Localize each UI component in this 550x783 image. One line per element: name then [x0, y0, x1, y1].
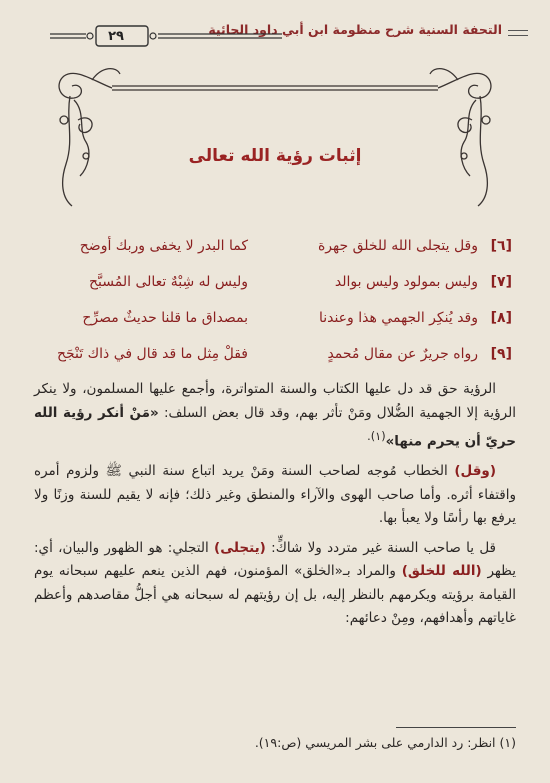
running-header — [50, 20, 528, 50]
title-frame-ornament-icon — [52, 60, 498, 210]
running-title: التحفة السنية شرح منظومة ابن أبي داود الحائية — [208, 22, 502, 37]
verse-second-hemistich: كما البدر لا يخفى وربك أوضح — [79, 238, 248, 254]
p3-text-c: والمراد بـ«الخلق» المؤمنون، فهم الذين ينعم عليهم سبحانه يوم القيامة برؤيته ويكرمهم بالنظر إليه، بل إن رؤيتهم له سبحانه هي أجلُّ مقاصدهم وأعظم غاياتهم وأهدافهم، ومِنْ دعائهم: — [34, 563, 516, 626]
p3-text-b: التجلي: هو الظهور والبيان، أي: يظهر — [34, 539, 516, 579]
verse-second-hemistich: بمصداق ما قلنا حديثٌ مصرِّح — [82, 310, 248, 326]
page-number-box — [88, 26, 144, 48]
verse-row — [38, 310, 512, 346]
commentary-body — [34, 378, 516, 637]
verse-number: [٧] — [490, 274, 512, 290]
page-number: ٢٩ — [108, 29, 124, 44]
verse-first-hemistich: وليس بمولود وليس بوالد — [334, 274, 478, 290]
poem-verses — [38, 238, 512, 382]
verse-first-hemistich: وقد يُنكِر الجهمي هذا وعندنا — [318, 310, 478, 326]
verse-second-hemistich: فقلْ مِثل ما قد قال في ذاك تَنْجَح — [56, 346, 248, 362]
verse-second-hemistich: وليس له شِبْهٌ تعالى المُسبَّح — [89, 274, 248, 290]
verse-number: [٩] — [490, 346, 512, 362]
verse-number: [٦] — [490, 238, 512, 254]
term-wa-qul: (وقل) — [454, 463, 496, 479]
paragraph-1 — [34, 378, 516, 454]
paragraph-3 — [34, 537, 516, 631]
verse-row — [38, 274, 512, 310]
salaf-quote: «مَنْ أنكر رؤية الله حريّ أن يحرم منها» — [34, 404, 516, 450]
verse-number: [٨] — [490, 310, 512, 326]
p2-text: الخطاب مُوجه لصاحب السنة ومَنْ يريد اتباع سنة النبي ﷺ ولزوم أمره واقتفاء أثره. وأما صاحب الهوى والآراء والمنطق وغير ذلك؛ فإنه لا يقيم للسنة وزنًا ولا يرفع بها رأسًا ولا يعبأ بها. — [34, 463, 516, 526]
verse-first-hemistich: رواه جريرٌ عن مقال مُحمدٍ — [327, 346, 478, 362]
verse-row — [38, 346, 512, 382]
term-yatajalla: (يتجلى) — [214, 539, 266, 556]
header-rule-icon — [508, 30, 528, 36]
footnote: (١) انظر: رد الدارمي على بشر المريسي (ص:١٩). — [254, 735, 516, 750]
term-allah-lilkhalq: (الله للخلق) — [401, 563, 482, 579]
chapter-title: إثبات رؤية الله تعالى — [188, 146, 362, 166]
verse-row — [38, 238, 512, 274]
p1-text: الرؤية حق قد دل عليها الكتاب والسنة المتواترة، وأجمع عليها المسلمون، ولا ينكر الرؤية إلا الجهمية الضُّلال ومَنْ تأثر بهم، وقد قال بعض السلف: — [34, 381, 516, 421]
footnote-ref[interactable]: (١). — [367, 430, 386, 443]
header-ornament-icon — [50, 20, 290, 50]
footnote-rule — [396, 727, 516, 728]
paragraph-2 — [34, 460, 516, 531]
p3-text-a: قل يا صاحب السنة غير متردد ولا شاكٍّ: — [265, 539, 496, 556]
verse-first-hemistich: وقل يتجلى الله للخلق جهرة — [317, 238, 478, 254]
